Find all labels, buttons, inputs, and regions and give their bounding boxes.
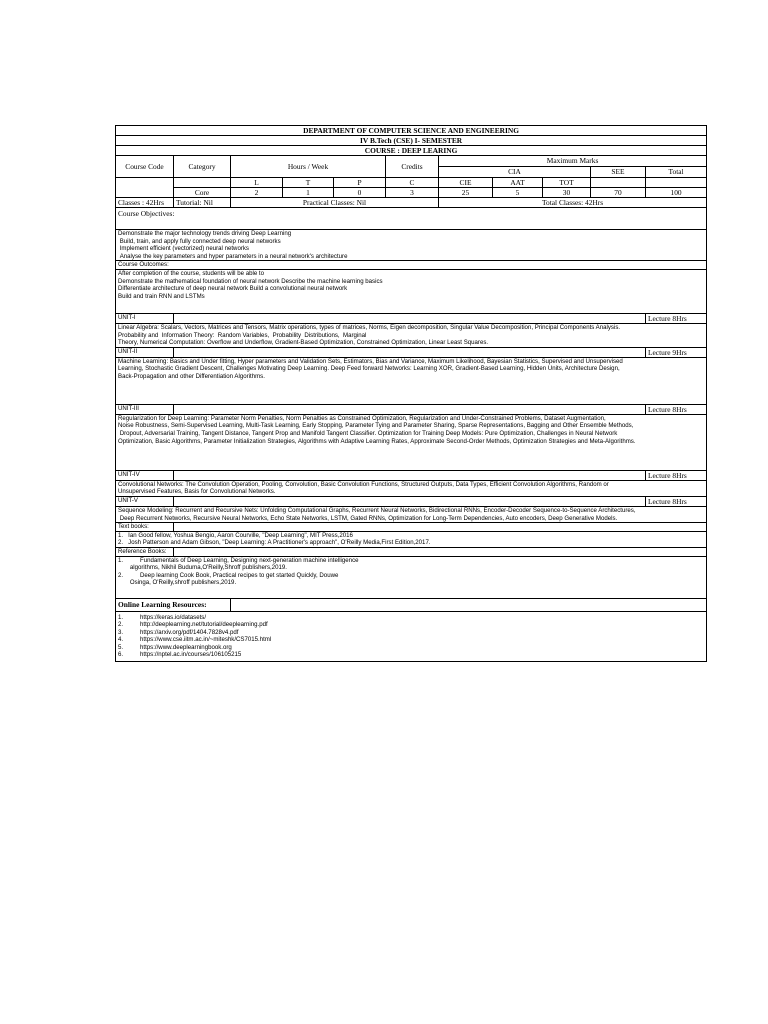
course-objectives-heading: Course Objectives: [116, 208, 707, 230]
syllabus-table [115, 125, 707, 662]
list-number: 5. [118, 643, 124, 651]
resource-link[interactable]: https://keras.io/datasets/ [140, 613, 207, 621]
online-resources-body [116, 611, 707, 662]
unit-3-hours: Lecture 8Hrs [646, 404, 707, 414]
unit-line: Dropout, Adversarial Training, Tangent Distance, Tangent Prop and Manifold Tangent Classifier. Optimization for Training Deep Models: Pure Optimization, Challenges in Neural Network [118, 429, 618, 437]
reference-line: 1. Fundamentals of Deep Learning, Designing next-generation machine intelligence [118, 556, 359, 564]
unit-3-label: UNIT-III [116, 404, 174, 414]
online-resource-item[interactable] [118, 644, 704, 652]
credits-header: Credits [386, 156, 439, 178]
list-number: 2. [118, 621, 124, 629]
unit-5-body [116, 506, 707, 522]
aat-header: AAT [493, 178, 543, 188]
online-resources-heading: Online Learning Resources: [116, 598, 231, 611]
unit-line: Linear Algebra: Scalars, Vectors, Matrices and Tensors, Matrix operations, types of matrices, Norms, Eigen decomposition, Singular Value Decomposition, Principal Components Analysis. [118, 323, 621, 331]
t-header: T [283, 178, 334, 188]
see-blank [591, 178, 646, 188]
course-outcomes-heading: Course Outcomes: [116, 261, 707, 270]
course-title: COURSE : DEEP LEARING [116, 146, 707, 156]
unit-3-title [174, 404, 646, 414]
unit-line: Theory, Numerical Computation: Overflow and Underflow, Gradient-Based Optimization, Constrained Optimization, Linear Least Squares. [118, 339, 489, 347]
reference-line: 2. Deep learning Cook Book, Practical recipes to get started Quickly, Douwe [118, 571, 339, 579]
department-title: DEPARTMENT OF COMPUTER SCIENCE AND ENGINEERING [116, 126, 707, 136]
unit-line: Learning, Stochastic Gradient Descent, Challenges Motivating Deep Learning. Deep Feed forward Networks: Learning XOR, Gradient-Based Learning, Hidden Units, Architecture Design, [118, 365, 620, 373]
objective-line: Build, train, and apply fully connected deep neural networks [118, 237, 281, 245]
course-code-header: Course Code [116, 156, 174, 178]
category-value: Core [174, 188, 231, 198]
course-outcomes-body [116, 269, 707, 313]
unit-line: Unsupervised Features, Basis for Convolutional Networks. [118, 488, 276, 496]
unit-line: Regularization for Deep Learning: Parameter Norm Penalties, Norm Penalties as Constrained Optimization, Regularization and Under-Constrained Problems, Dataset Augmentation, [118, 414, 606, 422]
unit-2-body [116, 357, 707, 404]
reference-line: Osinga, O'Reilly,shroff publishers,2019. [118, 579, 237, 587]
unit-line: Back-Propagation and other Differentiation Algorithms. [118, 372, 265, 380]
c-header: C [386, 178, 439, 188]
online-resource-item[interactable] [118, 614, 704, 622]
reference-books-heading: Reference Books: [116, 547, 174, 556]
total-classes-cell: Total Classes: 42Hrs [439, 198, 707, 208]
total-blank [646, 178, 707, 188]
category-blank [174, 178, 231, 188]
course-syllabus-document [115, 125, 706, 662]
unit-3-body [116, 414, 707, 470]
unit-line: Deep Recurrent Networks, Recursive Neural Networks, Echo State Networks, LSTM, Gated RNNs, Optimization for Long-Term Dependencies, Auto encoders, Deep Generative Models. [118, 514, 618, 522]
reference-line: algorithms, Nikhil Buduma,O'Reilly,Shroff publishers,2019. [118, 564, 287, 572]
reference-books-body [116, 556, 707, 598]
resource-link[interactable]: http://deeplearning.net/tutorial/deeplearning.pdf [140, 621, 268, 629]
textbooks-heading: Text books: [116, 523, 174, 532]
list-number: 3. [118, 628, 124, 636]
resource-link[interactable]: https://www.deeplearningbook.org [140, 643, 232, 651]
unit-4-title [174, 470, 646, 480]
category-header: Category [174, 156, 231, 178]
course-code-value [116, 178, 174, 198]
c-value: 3 [386, 188, 439, 198]
tot-header: TOT [543, 178, 591, 188]
outcome-line: Demonstrate the mathematical foundation of neural network Describe the machine learning basics [118, 277, 383, 285]
unit-4-body [116, 480, 707, 496]
unit-1-label: UNIT-I [116, 313, 174, 323]
tutorial-cell: Tutorial: Nil [174, 198, 231, 208]
textbook-line: 1. Ian Good fellow, Yoshua Bengio, Aaron Courville, "Deep Learning", MIT Press,2016 [118, 531, 353, 539]
list-number: 4. [118, 636, 124, 644]
total-header: Total [646, 167, 707, 178]
online-resources-heading-blank [231, 598, 707, 611]
tot-value: 30 [543, 188, 591, 198]
total-value: 100 [646, 188, 707, 198]
t-value: 1 [283, 188, 334, 198]
classes-cell: Classes : 42Hrs [116, 198, 174, 208]
list-number: 1. [118, 613, 124, 621]
unit-1-title [174, 313, 646, 323]
objective-line: Implement efficient (vectorized) neural networks [118, 245, 249, 253]
unit-2-label: UNIT-II [116, 347, 174, 357]
unit-4-label: UNIT-IV [116, 470, 174, 480]
online-resource-item[interactable] [118, 621, 704, 629]
unit-line: Probability and Information Theory: Random Variables, Probability Distributions, Marginal [118, 331, 367, 339]
unit-5-label: UNIT-V [116, 496, 174, 506]
unit-1-hours: Lecture 8Hrs [646, 313, 707, 323]
resource-link[interactable]: https://www.cse.iitm.ac.in/~miteshk/CS7015.html [140, 636, 272, 644]
textbooks-body [116, 531, 707, 547]
unit-2-title [174, 347, 646, 357]
unit-line: Convolutional Networks: The Convolution Operation, Pooling, Convolution, Basic Convolution Functions, Structured Outputs, Data Types, Efficient Convolution Algorithms, Random or [118, 480, 609, 488]
unit-line: Optimization, Basic Algorithms, Parameter Initialization Strategies, Algorithms with Adaptive Learning Rates, Approximate Second-Order Methods, Optimization Strategies and Meta-Algorithms. [118, 437, 636, 445]
l-header: L [231, 178, 283, 188]
reference-books-heading-blank [174, 547, 707, 556]
cia-header: CIA [439, 167, 591, 178]
hours-week-header: Hours / Week [231, 156, 386, 178]
outcome-line: After completion of the course, students will be able to [118, 269, 264, 277]
cie-value: 25 [439, 188, 493, 198]
unit-line: Sequence Modeling: Recurrent and Recursive Nets: Unfolding Computational Graphs, Recurrent Neural Networks, Bidirectional RNNs, Encoder-Decoder Sequence-to-Sequence Architectures, [118, 506, 636, 514]
outcome-line: Differentiate architecture of deep neural network Build a convolutional neural network [118, 285, 348, 293]
textbooks-heading-blank [174, 523, 707, 532]
aat-value: 5 [493, 188, 543, 198]
maximum-marks-header: Maximum Marks [439, 156, 707, 167]
unit-5-hours: Lecture 8Hrs [646, 496, 707, 506]
unit-2-hours: Lecture 9Hrs [646, 347, 707, 357]
online-resource-item[interactable] [118, 651, 704, 659]
resource-link[interactable]: https://arxiv.org/pdf/1404.7828v4.pdf [140, 628, 239, 636]
online-resource-item[interactable] [118, 636, 704, 644]
unit-4-hours: Lecture 8Hrs [646, 470, 707, 480]
list-number: 6. [118, 651, 124, 659]
resource-link[interactable]: https://nptel.ac.in/courses/106105215 [140, 651, 242, 659]
textbook-line: 2. Josh Patterson and Adam Gibson, "Deep Learning: A Practitioner's approach", O'Reilly Media,First Edition,2017. [118, 539, 431, 547]
see-value: 70 [591, 188, 646, 198]
unit-line: Machine Learning: Basics and Under fitting, Hyper parameters and Validation Sets, Estimators, Bias and Variance, Maximum Likelihood, Bayesian Statistics, Supervised and Unsupervised [118, 357, 623, 365]
p-value: 0 [334, 188, 386, 198]
outcome-line: Build and train RNN and LSTMs [118, 292, 205, 300]
see-header: SEE [591, 167, 646, 178]
unit-line: Noise Robustness, Semi-Supervised Learning, Multi-Task Learning, Early Stopping, Parameter Tying and Parameter Sharing, Sparse Representations, Bagging and Other Ensemble Methods, [118, 422, 634, 430]
online-resource-item[interactable] [118, 629, 704, 637]
practical-cell: Practical Classes: Nil [231, 198, 439, 208]
unit-5-title [174, 496, 646, 506]
objective-line: Demonstrate the major technology trends driving Deep Learning [118, 230, 292, 237]
p-header: P [334, 178, 386, 188]
l-value: 2 [231, 188, 283, 198]
unit-1-body [116, 323, 707, 347]
objective-line: Analyse the key parameters and hyper parameters in a neural network's architecture [118, 252, 348, 260]
cie-header: CIE [439, 178, 493, 188]
program-title: IV B.Tech (CSE) I- SEMESTER [116, 136, 707, 146]
course-objectives-body [116, 230, 707, 261]
